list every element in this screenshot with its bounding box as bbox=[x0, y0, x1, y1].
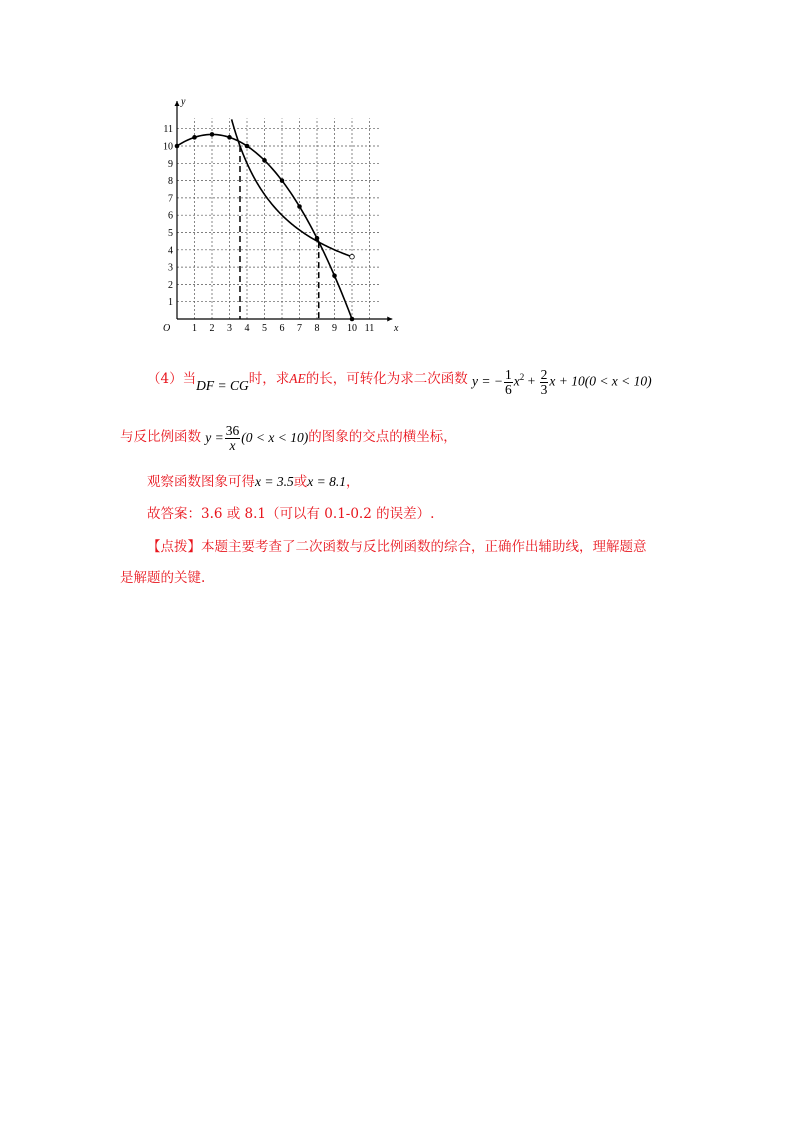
x-tick-label: 2 bbox=[209, 323, 215, 334]
frac-den: 6 bbox=[504, 381, 512, 397]
quadratic-point bbox=[192, 135, 197, 140]
quadratic-point bbox=[245, 144, 250, 149]
quadratic-point bbox=[350, 317, 355, 322]
y-tick-label: 11 bbox=[163, 124, 173, 136]
solution-line-6 bbox=[147, 470, 359, 490]
y-tick-label: 4 bbox=[168, 245, 173, 257]
grid-lines bbox=[177, 118, 380, 319]
formula-range: (0 < x < 10) bbox=[241, 429, 309, 445]
inverse-open-point bbox=[350, 254, 355, 259]
tip-line-2: 是解题的关键. bbox=[120, 570, 206, 586]
fraction-one-sixth bbox=[504, 368, 513, 397]
text-mid: 时，求 bbox=[248, 370, 290, 387]
y-tick-label: 7 bbox=[168, 193, 173, 205]
text-tail: 的长，可转化为求二次函数 bbox=[305, 370, 468, 387]
y-tick-label: 5 bbox=[168, 228, 173, 239]
y-tick-label: 6 bbox=[168, 210, 173, 222]
formula-lhs: y = bbox=[205, 429, 224, 445]
tip-line bbox=[147, 535, 647, 555]
exponent: 2 bbox=[519, 372, 525, 382]
frac-den: x bbox=[229, 437, 236, 453]
quadratic-point bbox=[175, 144, 180, 149]
x-tick-label: 8 bbox=[314, 323, 320, 334]
formula-rest: x + 10(0 < x < 10) bbox=[549, 373, 652, 389]
x-axis-label: x bbox=[394, 323, 399, 334]
fraction-36-over-x bbox=[225, 424, 241, 453]
frac-num: 2 bbox=[540, 366, 548, 382]
fraction-two-thirds bbox=[540, 368, 549, 397]
quadratic-point bbox=[280, 178, 285, 183]
x-tick-label: 4 bbox=[244, 323, 250, 334]
inverse-formula bbox=[205, 423, 308, 453]
function-graph bbox=[150, 98, 400, 338]
frac-num: 36 bbox=[225, 422, 240, 438]
part-label: （4）当 bbox=[147, 370, 197, 387]
y-tick-label: 1 bbox=[168, 297, 173, 309]
plus: + bbox=[524, 373, 539, 389]
tick-labels bbox=[163, 98, 399, 334]
quadratic-point bbox=[210, 132, 215, 137]
solution-line-4 bbox=[147, 362, 652, 397]
frac-den: 3 bbox=[540, 381, 548, 397]
quadratic-point bbox=[262, 158, 267, 163]
quadratic-point bbox=[227, 135, 232, 140]
text-post: ， bbox=[345, 474, 360, 490]
y-axis-label: y bbox=[181, 98, 186, 108]
y-arrow-icon bbox=[175, 101, 180, 106]
inverse-curve bbox=[232, 119, 352, 256]
tip-tag: 【点拨】 bbox=[147, 539, 201, 555]
y-tick-label: 8 bbox=[168, 176, 173, 188]
inverse-endpoint bbox=[350, 254, 355, 259]
frac-num: 1 bbox=[504, 366, 512, 382]
var-x: x bbox=[513, 373, 520, 389]
x-tick-label: 7 bbox=[297, 323, 302, 334]
x-tick-label: 11 bbox=[364, 323, 375, 334]
x-tick-label: 3 bbox=[227, 323, 232, 334]
segment-ae: AE bbox=[289, 370, 306, 386]
x-arrow-icon bbox=[387, 317, 392, 322]
text-post: 的图象的交点的横坐标， bbox=[308, 429, 457, 445]
text-pre: 观察函数图象可得 bbox=[147, 474, 255, 490]
text-or: 或 bbox=[293, 474, 308, 490]
y-tick-label: 9 bbox=[168, 158, 173, 170]
quadratic-point bbox=[332, 273, 337, 278]
formula-lhs: y = − bbox=[472, 373, 503, 389]
answer-line: 故答案：3.6 或 8.1（可以有 0.1-0.2 的误差）. bbox=[147, 506, 435, 522]
condition-math: DF = CG bbox=[196, 377, 249, 393]
y-tick-label: 10 bbox=[163, 141, 173, 153]
x-tick-label: 10 bbox=[347, 323, 357, 334]
origin-label: O bbox=[163, 323, 171, 334]
x-tick-label: 5 bbox=[262, 323, 267, 334]
y-tick-label: 3 bbox=[168, 262, 173, 274]
quadratic-point bbox=[315, 236, 320, 241]
x-tick-label: 1 bbox=[192, 323, 197, 334]
quadratic-formula bbox=[472, 362, 652, 397]
tip-text: 本题主要考查了二次函数与反比例函数的综合，正确作出辅助线，理解题意 bbox=[201, 539, 647, 555]
x-tick-label: 9 bbox=[332, 323, 337, 334]
y-tick-label: 2 bbox=[168, 279, 173, 291]
quadratic-point bbox=[297, 204, 302, 209]
solution-line-5 bbox=[120, 422, 457, 453]
x-tick-label: 6 bbox=[279, 323, 285, 334]
equation-1: x = 3.5 bbox=[255, 474, 294, 489]
text-pre: 与反比例函数 bbox=[120, 429, 201, 445]
equation-2: x = 8.1 bbox=[307, 474, 346, 489]
